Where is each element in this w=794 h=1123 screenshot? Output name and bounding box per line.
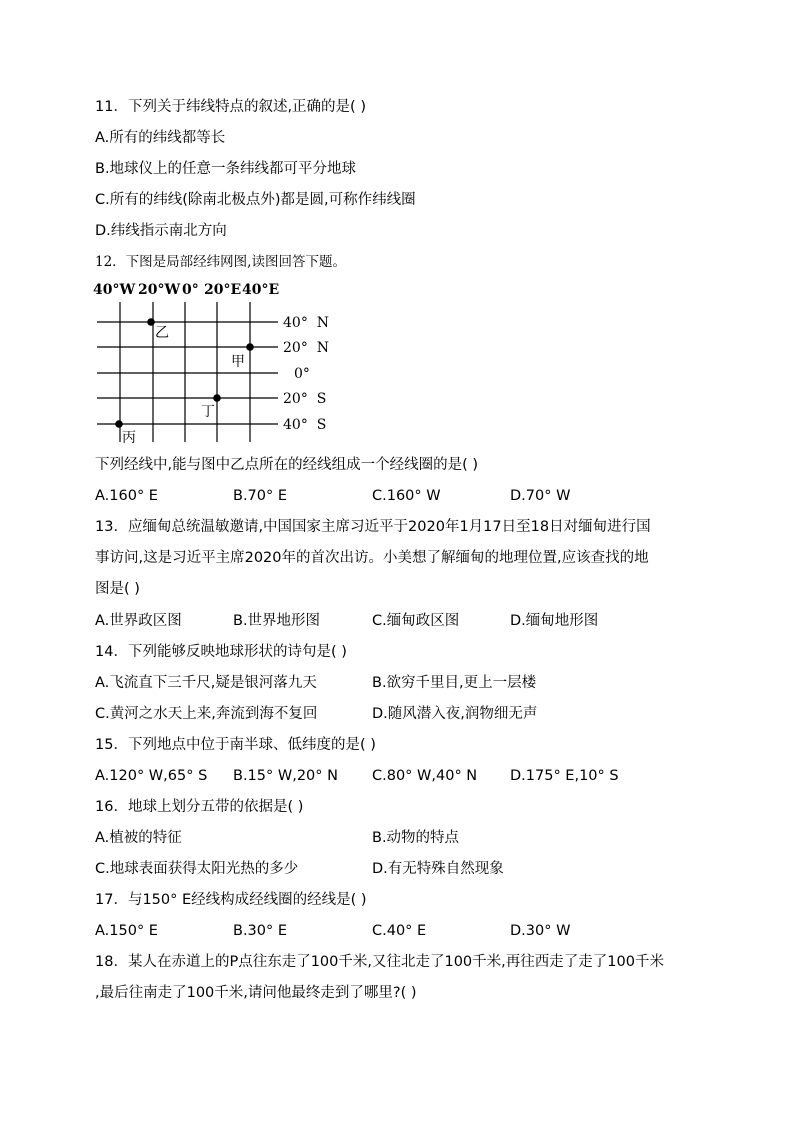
lat-lon-grid-map: [93, 280, 353, 450]
q13-option-a: A.世界政区图: [95, 613, 182, 629]
q13-line-3: 图是( ): [95, 581, 140, 597]
point-ding-label: 丁: [201, 404, 215, 420]
q16-stem: 16．地球上划分五带的依据是( ): [95, 799, 304, 815]
lon-label-0: 0°: [182, 282, 199, 298]
point-bing: [115, 420, 123, 428]
lon-label-40e: 40°E: [242, 282, 280, 298]
q17-option-d: D.30° W: [510, 923, 571, 939]
q11-option-c: C.所有的纬线(除南北极点外)都是圆,可称作纬线圈: [95, 192, 416, 208]
q17-option-c: C.40° E: [372, 923, 427, 939]
q12-option-b: B.70° E: [233, 488, 288, 504]
q12-option-c: C.160° W: [372, 488, 441, 504]
point-jia-label: 甲: [231, 354, 245, 370]
lat-label-20s: 20° S: [283, 391, 327, 407]
q16-option-c: C.地球表面获得太阳光热的多少: [95, 861, 299, 877]
meridian-lines: [120, 302, 250, 442]
lat-label-20n: 20° N: [283, 340, 329, 356]
q17-stem: 17．与150° E经线构成经线圈的经线是( ): [95, 892, 367, 908]
point-jia: [246, 343, 254, 351]
q12-option-a: A.160° E: [95, 488, 158, 504]
q13-option-b: B.世界地形图: [233, 613, 321, 629]
q15-stem: 15．下列地点中位于南半球、低纬度的是( ): [95, 737, 376, 753]
q14-option-c: C.黄河之水天上来,奔流到海不复回: [95, 706, 318, 722]
q15-option-b: B.15° W,20° N: [233, 768, 338, 784]
q11-stem: 11．下列关于纬线特点的叙述,正确的是( ): [95, 99, 366, 115]
q12-option-d: D.70° W: [510, 488, 571, 504]
point-yi: [147, 318, 155, 326]
q15-option-c: C.80° W,40° N: [372, 768, 478, 784]
q15-option-a: A.120° W,65° S: [95, 768, 208, 784]
parallel-lines: [97, 322, 278, 424]
q17-option-a: A.150° E: [95, 923, 158, 939]
lat-label-0: 0°: [294, 366, 310, 382]
q13-option-c: C.缅甸政区图: [372, 613, 460, 629]
q16-option-a: A.植被的特征: [95, 830, 182, 846]
q15-option-d: D.175° E,10° S: [510, 768, 619, 784]
lon-label-40w: 40°W: [93, 282, 136, 298]
q14-option-b: B.欲穷千里目,更上一层楼: [372, 675, 537, 691]
q14-stem: 14．下列能够反映地球形状的诗句是( ): [95, 644, 347, 660]
q14-option-a: A.飞流直下三千尺,疑是银河落九天: [95, 675, 317, 691]
q12-stem: 12．下图是局部经纬网图,读图回答下题。: [95, 254, 346, 270]
q14-option-d: D.随风潜入夜,润物细无声: [372, 706, 538, 722]
q11-option-d: D.纬线指示南北方向: [95, 223, 227, 239]
q13-line-2: 事访问,这是习近平主席2020年的首次出访。小美想了解缅甸的地理位置,应该查找的地: [95, 550, 649, 566]
q17-option-b: B.30° E: [233, 923, 288, 939]
q16-option-d: D.有无特殊自然现象: [372, 861, 504, 877]
point-bing-label: 丙: [122, 430, 136, 446]
point-yi-label: 乙: [155, 325, 169, 341]
q18-line-2: ,最后往南走了100千米,请问他最终走到了哪里?( ): [95, 985, 417, 1001]
q16-option-b: B.动物的特点: [372, 830, 460, 846]
q11-option-a: A.所有的纬线都等长: [95, 130, 226, 146]
q18-line-1: 18．某人在赤道上的P点往东走了100千米,又往北走了100千米,再往西走了走了100千米: [95, 954, 664, 970]
q13-line-1: 13．应缅甸总统温敏邀请,中国国家主席习近平于2020年1月17日至18日对缅甸进行国: [95, 519, 651, 535]
q13-option-d: D.缅甸地形图: [510, 613, 599, 629]
point-ding: [213, 394, 221, 402]
lon-label-20e: 20°E: [204, 282, 242, 298]
lon-label-20w: 20°W: [138, 282, 181, 298]
lat-label-40n: 40° N: [283, 315, 329, 331]
q11-option-b: B.地球仪上的任意一条纬线都可平分地球: [95, 161, 357, 177]
q12-sub-question: 下列经线中,能与图中乙点所在的经线组成一个经线圈的是( ): [95, 457, 479, 473]
lat-label-40s: 40° S: [283, 417, 327, 433]
